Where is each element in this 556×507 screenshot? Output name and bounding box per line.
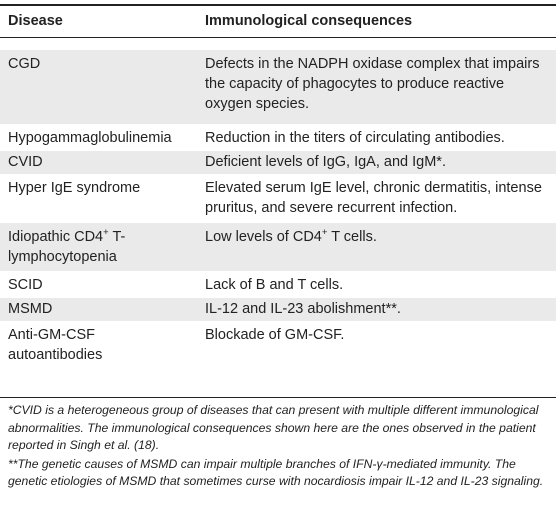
consequences-cell: Lack of B and T cells. xyxy=(205,277,344,293)
table-row xyxy=(0,223,556,271)
disease-cell: CGD xyxy=(8,56,41,72)
disease-cell: Hyper IgE syndrome xyxy=(8,180,141,196)
table-row xyxy=(0,271,556,298)
superscript-plus: + xyxy=(321,227,328,238)
disease-cell: Hypogammaglobulinemia xyxy=(8,130,172,146)
table-bottom-rule xyxy=(0,397,556,398)
consequences-cell: Deficient levels of IgG, IgA, and IgM*. xyxy=(205,154,446,170)
consequences-text-tail: T cells. xyxy=(327,229,377,245)
table-footnotes xyxy=(8,402,553,492)
consequences-cell: Reduction in the titers of circulating antibodies. xyxy=(205,130,505,146)
header-rule xyxy=(0,37,556,38)
table-row xyxy=(0,50,556,124)
column-header-consequences: Immunological consequences xyxy=(205,13,413,29)
disease-cell: CVID xyxy=(8,154,43,170)
table-row xyxy=(0,124,556,151)
disease-text-tail: T-lymphocytopenia xyxy=(8,229,126,265)
consequences-cell xyxy=(205,227,550,247)
consequences-cell: Blockade of GM-CSF. xyxy=(205,327,345,343)
disease-cell xyxy=(8,227,168,267)
table-row xyxy=(0,151,556,174)
footnote-msmd: **The genetic causes of MSMD can impair multiple branches of IFN-γ-mediated immunity. The genetic etiologies of MSMD that sometimes curse with nocardiosis impair IL-12 and IL-23 signaling. xyxy=(8,456,544,488)
consequences-cell: Defects in the NADPH oxidase complex that impairs the capacity of phagocytes to produce reactive oxygen species. xyxy=(205,56,540,112)
footnote-cvid: *CVID is a heterogeneous group of diseases that can present with multiple different immunological abnormalities. The immunological consequences shown here are the ones observed in the patient reported in Singh et al. (18). xyxy=(8,403,539,452)
superscript-plus: + xyxy=(103,227,109,238)
consequences-cell: Elevated serum IgE level, chronic dermatitis, intense pruritus, and severe recurrent infection. xyxy=(205,180,542,216)
table-row xyxy=(0,174,556,223)
disease-cell: Anti-GM-CSF autoantibodies xyxy=(8,327,103,363)
disease-text: Idiopathic CD4 xyxy=(8,229,104,245)
table-top-rule xyxy=(0,4,556,6)
disease-cell: MSMD xyxy=(8,301,53,317)
consequences-cell: IL-12 and IL-23 abolishment**. xyxy=(205,301,401,317)
disease-cell: SCID xyxy=(8,277,43,293)
table-row xyxy=(0,321,556,397)
column-header-disease: Disease xyxy=(8,13,63,29)
table-row xyxy=(0,298,556,321)
consequences-text: Low levels of CD4 xyxy=(205,229,322,245)
